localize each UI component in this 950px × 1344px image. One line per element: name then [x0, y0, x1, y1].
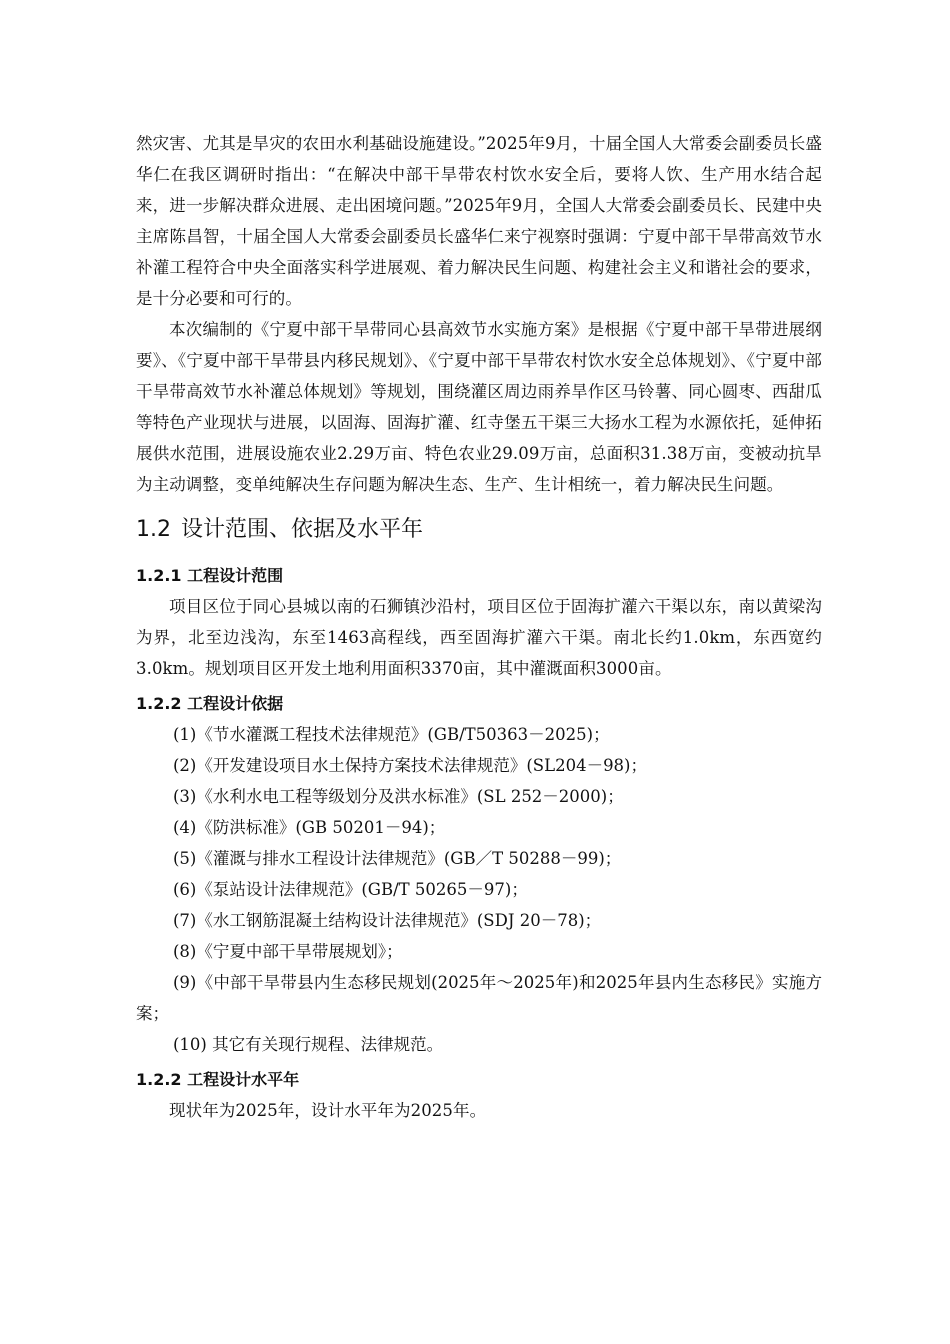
reference-item: (5)《灌溉与排水工程设计法律规范》(GB／T 50288－99)；	[173, 849, 622, 868]
intro-paragraph-1: 然灾害、尤其是旱灾的农田水利基础设施建设。”2025年9月，十届全国人大常委会副委员长盛华仁在我区调研时指出：“在解决中部干旱带农村饮水安全后，要将人饮、生产用水结合起来，进一步解决群众进展、走出困境问题。”2025年9月，全国人大常委会副委员长、民建中央主席陈昌智，十届全国人大常委会副委员长盛华仁来宁视察时强调：宁夏中部干旱带高效节水补灌工程符合中央全面落实科学进展观、着力解决民生问题、构建社会主义和谐社会的要求，是十分必要和可行的。	[136, 134, 822, 308]
section-heading	[136, 508, 822, 552]
reference-list	[136, 719, 822, 1060]
reference-item: (4)《防洪标准》(GB 50201－94)；	[173, 818, 446, 837]
reference-item: (9)《中部干旱带县内生态移民规划(2025年～2025年)和2025年县内生态移民》实施方案；	[136, 973, 822, 1023]
reference-item: (1)《节水灌溉工程技术法律规范》(GB/T50363－2025)；	[173, 725, 610, 744]
page-content	[136, 128, 822, 1126]
level-year-paragraph: 现状年为2025年，设计水平年为2025年。	[169, 1101, 487, 1120]
reference-item: (6)《泵站设计法律规范》(GB/T 50265－97)；	[173, 880, 528, 899]
subsection-heading-scope: 1.2.1 工程设计范围	[136, 566, 284, 585]
intro-paragraph-2: 本次编制的《宁夏中部干旱带同心县高效节水实施方案》是根据《宁夏中部干旱带进展纲要》、《宁夏中部干旱带县内移民规划》、《宁夏中部干旱带农村饮水安全总体规划》、《宁夏中部干旱带高效节水补灌总体规划》等规划，围绕灌区周边雨养旱作区马铃薯、同心圆枣、西甜瓜等特色产业现状与进展，以固海、固海扩灌、红寺堡五干渠三大扬水工程为水源依托，延伸拓展供水范围，进展设施农业2.29万亩、特色农业29.09万亩，总面积31.38万亩，变被动抗旱为主动调整，变单纯解决生存问题为解决生态、生产、生计相统一，着力解决民生问题。	[136, 320, 822, 494]
reference-item: (3)《水利水电工程等级划分及洪水标准》(SL 252－2000)；	[173, 787, 624, 806]
subsection-heading-level-year: 1.2.2 工程设计水平年	[136, 1070, 300, 1089]
reference-item: (8)《宁夏中部干旱带展规划》；	[173, 942, 403, 961]
section-title: 设计范围、依据及水平年	[181, 517, 424, 542]
reference-item: (2)《开发建设项目水土保持方案技术法律规范》(SL204－98)；	[173, 756, 647, 775]
subsection-heading-basis: 1.2.2 工程设计依据	[136, 694, 284, 713]
reference-item: (10) 其它有关现行规程、法律规范。	[173, 1035, 444, 1054]
reference-item: (7)《水工钢筋混凝土结构设计法律规范》(SDJ 20－78)；	[173, 911, 602, 930]
scope-paragraph: 项目区位于同心县城以南的石狮镇沙沿村，项目区位于固海扩灌六干渠以东，南以黄梁沟为界，北至边浅沟，东至1463高程线，西至固海扩灌六干渠。南北长约1.0km，东西宽约3.0km。规划项目区开发土地利用面积3370亩，其中灌溉面积3000亩。	[136, 597, 822, 678]
section-number: 1.2	[136, 517, 171, 542]
